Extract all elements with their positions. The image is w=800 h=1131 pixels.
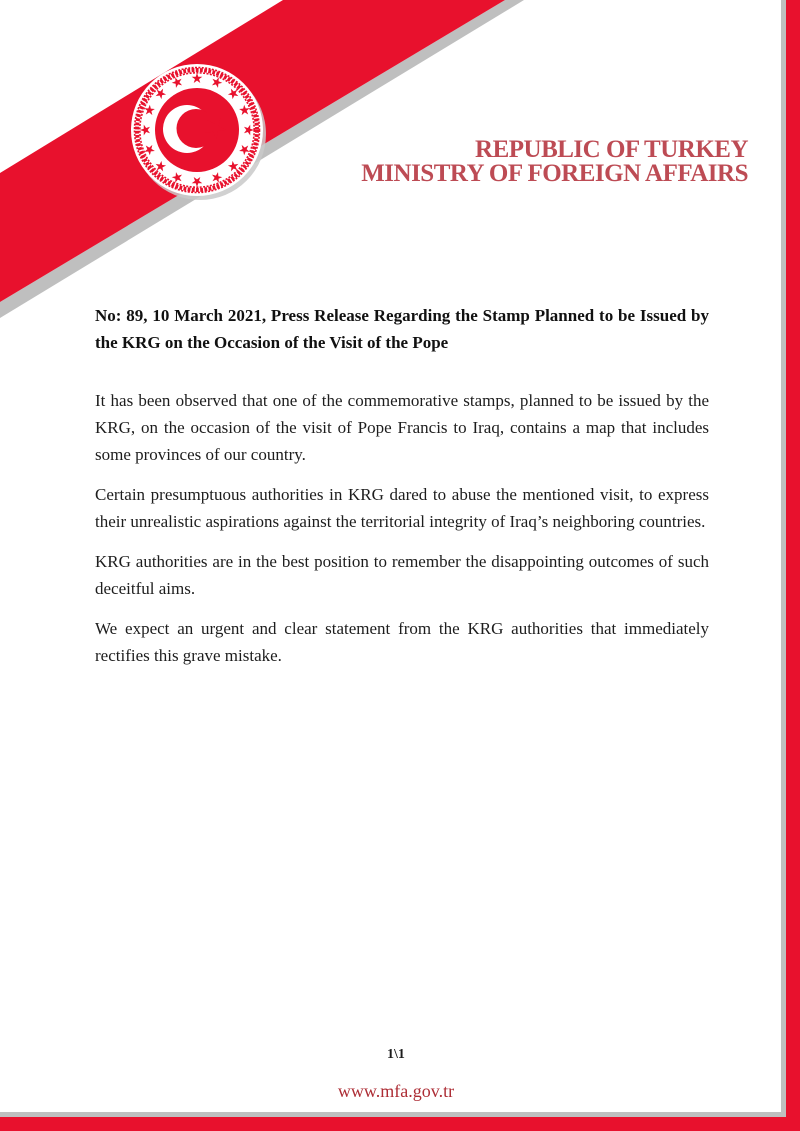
paragraph: KRG authorities are in the best position to remember the disappointing outcomes of such deceitful aims. [95, 552, 709, 598]
website-url: www.mfa.gov.tr [337, 1081, 455, 1101]
paragraph: It has been observed that one of the commemorative stamps, planned to be issued by the KRG, on the occasion of the visit of Pope Francis to Iraq, contains a map that includes some provinces of our country. [95, 391, 709, 464]
bottom-border-bar [0, 1117, 800, 1131]
press-release-title: No: 89, 10 March 2021, Press Release Regarding the Stamp Planned to be Issued by the KRG on the Occasion of the Visit of the Pope [95, 306, 709, 352]
page-number: 1\1 [387, 1047, 405, 1062]
paragraph: We expect an urgent and clear statement from the KRG authorities that immediately rectifies this grave mistake. [95, 619, 709, 665]
paragraph: Certain presumptuous authorities in KRG dared to abuse the mentioned visit, to express their unrealistic aspirations against the territorial integrity of Iraq’s neighboring countries. [95, 485, 709, 531]
ministry-header [361, 138, 748, 186]
document-body [95, 302, 709, 682]
ministry-header-line2: MINISTRY OF FOREIGN AFFAIRS [361, 160, 748, 187]
ministry-header-line1: REPUBLIC OF TURKEY [475, 136, 748, 163]
right-border-stripe [786, 0, 800, 1131]
